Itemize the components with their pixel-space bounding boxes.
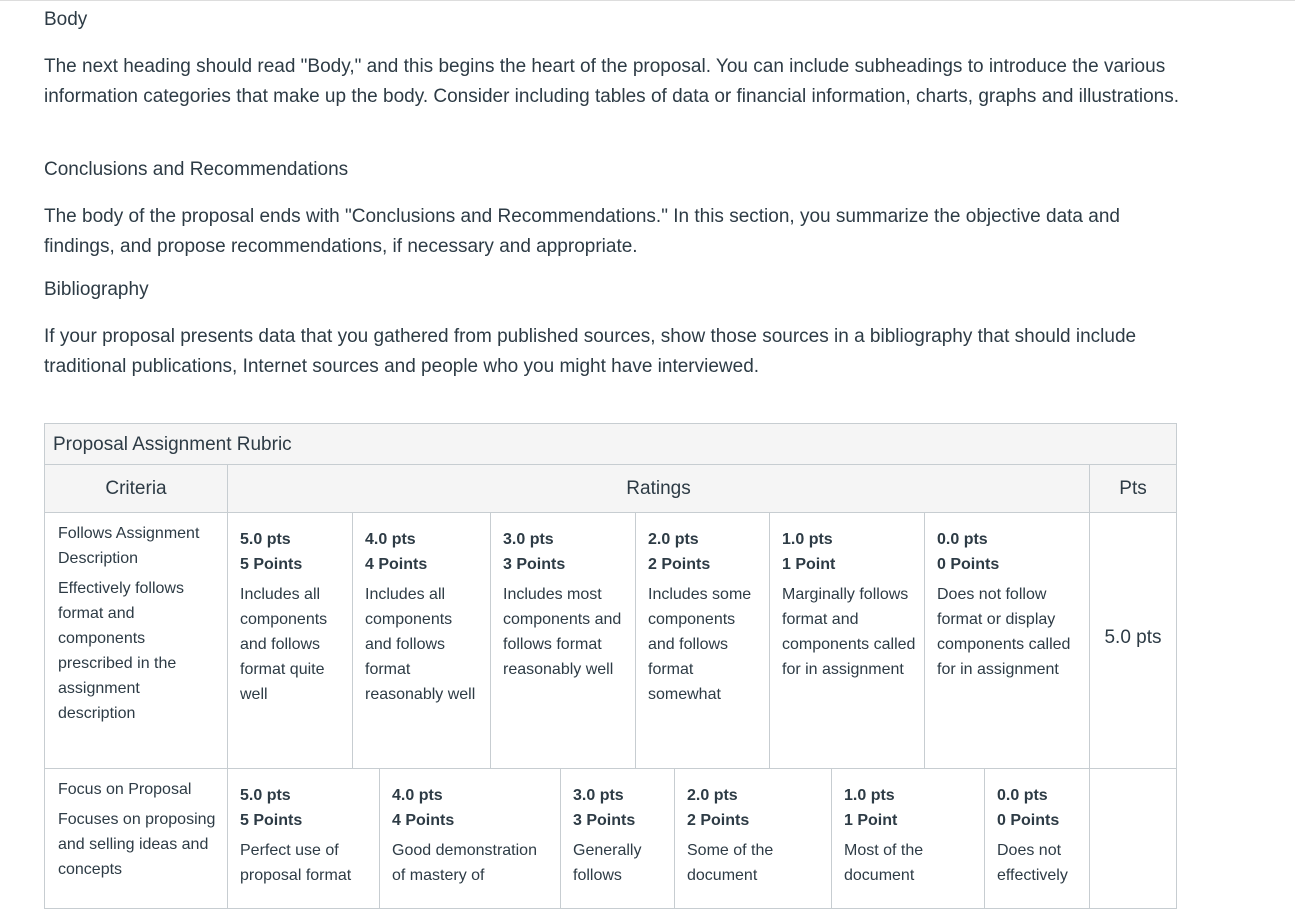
rating-description: Includes all components and follows format quite well xyxy=(240,586,328,703)
rating-cell[interactable] xyxy=(769,513,924,768)
rating-description: Marginally follows format and components called for in assignment xyxy=(782,586,916,678)
rating-cell[interactable] xyxy=(379,769,560,908)
rubric-title: Proposal Assignment Rubric xyxy=(44,423,1177,465)
rating-points: 2.0 pts xyxy=(648,531,699,548)
criteria-header: Criteria xyxy=(105,478,167,499)
criterion-title: Follows Assignment Description xyxy=(58,525,200,567)
rating-label: 4 Points xyxy=(365,556,428,573)
rating-label: 3 Points xyxy=(573,812,636,829)
rubric-criterion-row xyxy=(44,513,1177,769)
rating-description: Includes all components and follows format reasonably well xyxy=(365,586,476,703)
rating-cell[interactable] xyxy=(831,769,984,908)
rating-label: 0 Points xyxy=(997,812,1060,829)
rating-points: 4.0 pts xyxy=(365,531,416,548)
rating-description: Some of the document xyxy=(687,842,774,884)
rating-label: 3 Points xyxy=(503,556,566,573)
rating-points: 5.0 pts xyxy=(240,531,291,548)
criterion-points: 5.0 pts xyxy=(1089,513,1176,768)
pts-header: Pts xyxy=(1089,465,1176,512)
conclusions-paragraph: The body of the proposal ends with "Conclusions and Recommendations." In this section, you summarize the objective data and findings, and propose recommendations, if necessary and appropriate. xyxy=(44,206,1120,257)
ratings-header: Ratings xyxy=(227,465,1089,512)
rating-points: 0.0 pts xyxy=(997,787,1048,804)
rating-description: Good demonstration of mastery of xyxy=(392,842,537,884)
rating-description: Most of the document xyxy=(844,842,924,884)
rubric-header-row xyxy=(44,465,1177,513)
rating-cell[interactable] xyxy=(635,513,769,768)
criterion-description: Effectively follows format and components prescribed in the assignment description xyxy=(58,580,184,722)
rating-label: 5 Points xyxy=(240,556,303,573)
rating-description: Includes most components and follows format reasonably well xyxy=(503,586,622,678)
rating-cell[interactable] xyxy=(227,513,352,768)
rating-cell[interactable] xyxy=(674,769,831,908)
rubric-table xyxy=(44,423,1177,909)
rating-cell[interactable] xyxy=(490,513,635,768)
rating-label: 1 Point xyxy=(844,812,898,829)
rating-points: 1.0 pts xyxy=(782,531,833,548)
bibliography-heading: Bibliography xyxy=(44,279,149,300)
rating-points: 2.0 pts xyxy=(687,787,738,804)
rating-label: 5 Points xyxy=(240,812,303,829)
criterion-title: Focus on Proposal xyxy=(58,781,192,798)
rating-cell[interactable] xyxy=(227,769,379,908)
top-divider xyxy=(0,0,1295,1)
criterion-cell xyxy=(45,513,227,768)
rating-cell[interactable] xyxy=(352,513,490,768)
rating-points: 3.0 pts xyxy=(573,787,624,804)
criterion-description: Focuses on proposing and selling ideas and concepts xyxy=(58,811,216,878)
rating-points: 0.0 pts xyxy=(937,531,988,548)
rating-cell[interactable] xyxy=(560,769,674,908)
rating-description: Perfect use of proposal format xyxy=(240,842,352,884)
criterion-points xyxy=(1089,769,1176,908)
rating-description: Does not effectively xyxy=(997,842,1068,884)
rating-label: 1 Point xyxy=(782,556,836,573)
rating-label: 2 Points xyxy=(687,812,750,829)
conclusions-heading: Conclusions and Recommendations xyxy=(44,159,349,180)
rating-label: 0 Points xyxy=(937,556,1000,573)
body-paragraph: The next heading should read "Body," and this begins the heart of the proposal. You can include subheadings to introduce the various information categories that make up the body. Consider including tables of data or financial information, charts, graphs and illustrations. xyxy=(44,56,1179,107)
rubric-criterion-row xyxy=(44,769,1177,909)
rating-points: 5.0 pts xyxy=(240,787,291,804)
bibliography-paragraph: If your proposal presents data that you gathered from published sources, show those sources in a bibliography that should include traditional publications, Internet sources and people who you might have interviewed. xyxy=(44,326,1137,377)
rating-cell[interactable] xyxy=(924,513,1089,768)
rating-label: 4 Points xyxy=(392,812,455,829)
rating-cell[interactable] xyxy=(984,769,1089,908)
rating-label: 2 Points xyxy=(648,556,711,573)
criterion-cell xyxy=(45,769,227,908)
rating-description: Does not follow format or display components called for in assignment xyxy=(937,586,1071,678)
rating-description: Generally follows xyxy=(573,842,642,884)
rating-points: 4.0 pts xyxy=(392,787,443,804)
rating-points: 1.0 pts xyxy=(844,787,895,804)
rating-description: Includes some components and follows format somewhat xyxy=(648,586,752,703)
rating-points: 3.0 pts xyxy=(503,531,554,548)
body-heading: Body xyxy=(44,9,88,30)
